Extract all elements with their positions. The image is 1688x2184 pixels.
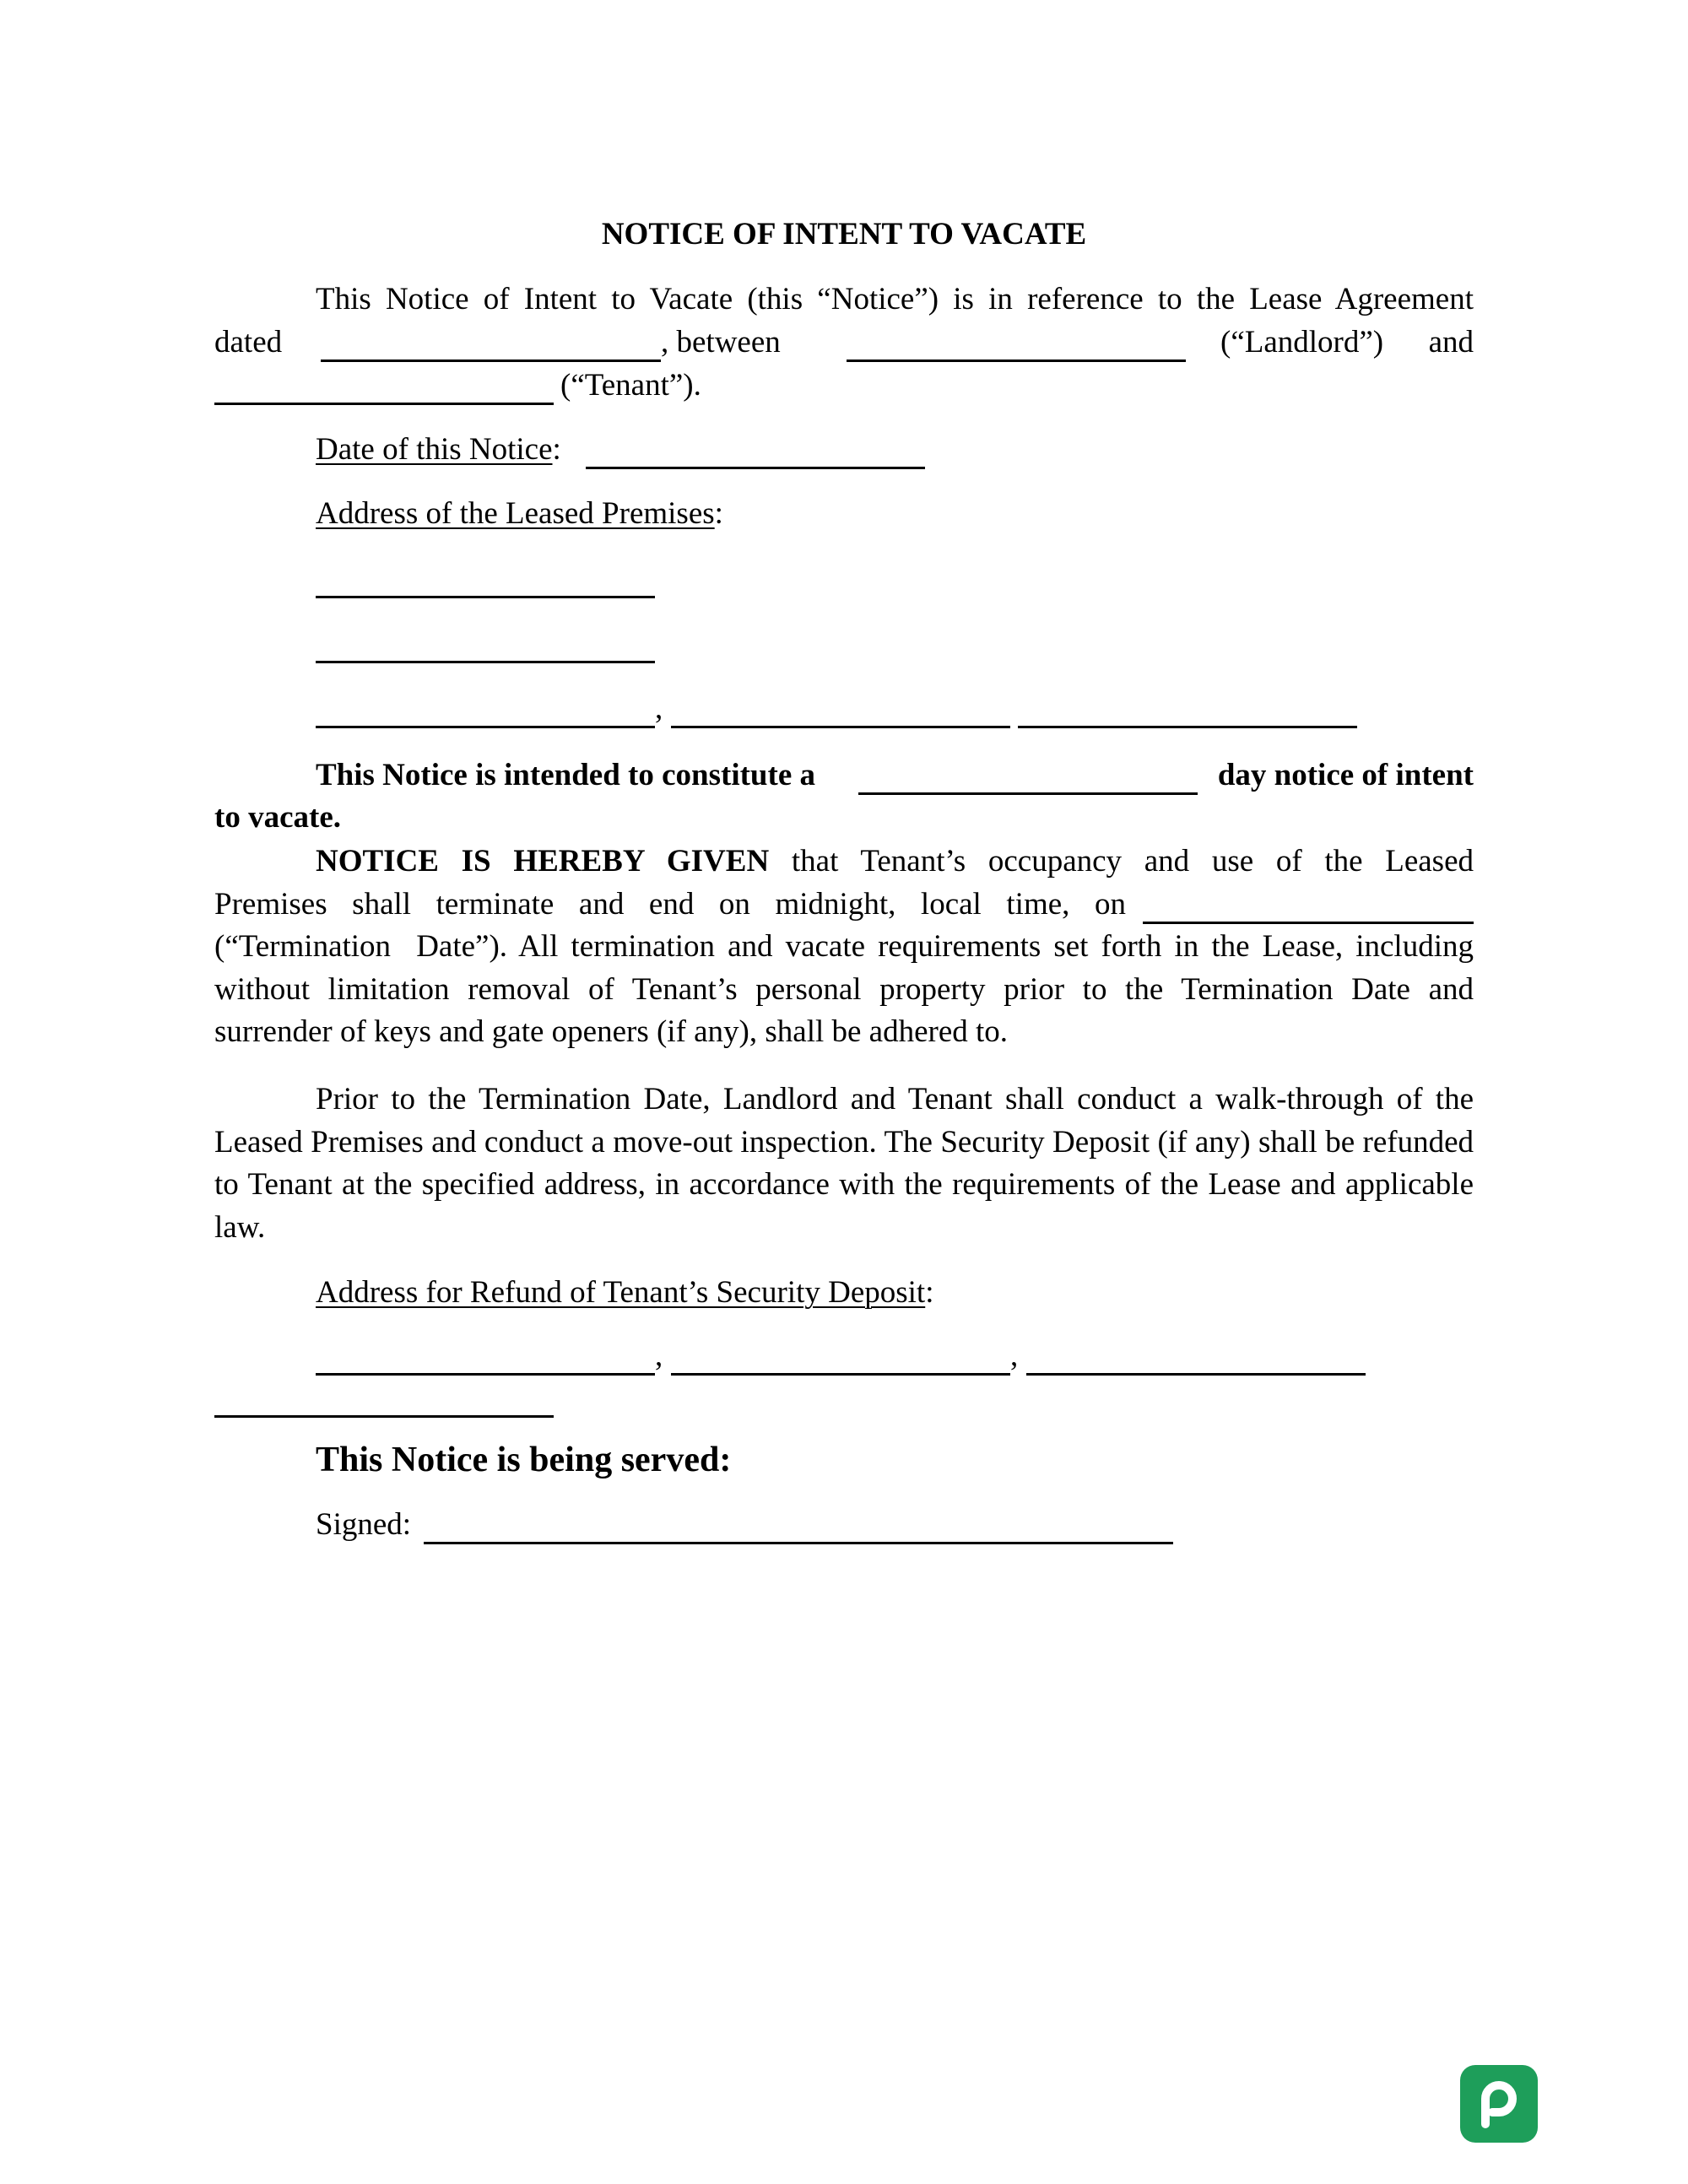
signature-blank[interactable] [424, 1542, 1173, 1544]
premises-state-blank[interactable] [671, 726, 1010, 728]
premises-comma: , [655, 691, 663, 726]
hereby-line-1: NOTICE IS HEREBY GIVEN that Tenant’s occupancy and use of the Leased [316, 844, 1474, 878]
signed-label: Signed: [316, 1507, 412, 1542]
leased-premises-row [316, 493, 723, 535]
intro-dated-word: dated [214, 325, 283, 359]
premises-address-line-1-blank[interactable] [316, 596, 655, 598]
p-logo-glyph [1460, 2065, 1538, 2143]
notice-period-suffix-2: to vacate. [214, 800, 341, 835]
lease-date-blank[interactable] [321, 359, 661, 362]
date-of-notice-blank[interactable] [586, 467, 925, 469]
date-of-notice-label: Date of this Notice [316, 432, 553, 467]
refund-comma-2: , [1010, 1338, 1019, 1373]
refund-address-colon: : [925, 1275, 934, 1310]
intro-tenant-text: (“Tenant”). [560, 368, 701, 403]
date-of-notice-colon: : [552, 432, 561, 467]
leased-premises-label: Address of the Leased Premises [316, 496, 715, 531]
premises-address-line-2-blank[interactable] [316, 661, 655, 663]
leased-premises-colon: : [714, 496, 723, 531]
refund-state-blank[interactable] [1026, 1373, 1366, 1376]
refund-city-blank[interactable] [671, 1373, 1010, 1376]
notice-period-days-blank[interactable] [858, 792, 1198, 795]
hereby-line-2: Premises shall terminate and end on midnight, local time, on [214, 887, 1126, 922]
termination-date-blank[interactable] [1143, 922, 1474, 924]
refund-address-label: Address for Refund of Tenant’s Security Deposit [316, 1275, 926, 1310]
served-heading: This Notice is being served: [316, 1441, 732, 1479]
notice-period-prefix: This Notice is intended to constitute a [316, 758, 815, 792]
date-of-notice-row [316, 429, 561, 471]
intro-landlord-text: (“Landlord”) and [1220, 325, 1474, 359]
intro-between-text: , between [661, 325, 781, 359]
walkthrough-paragraph: Prior to the Termination Date, Landlord and Tenant shall conduct a walk-through of the Leased Premises and conduct a move-out inspection. The Security Deposit (if any) shall be refunded to Tenant at the specified address, in accordance with the requirements of the Lease and applicable law. [214, 1082, 1474, 1245]
tenant-name-blank[interactable] [214, 403, 554, 405]
hereby-rest: (“Termination Date”). All termination and vacate requirements set forth in the Lease, including without limitation removal of Tenant’s personal property prior to the Termination Date and surrender of keys and gate openers (if any), shall be adhered to. [214, 929, 1474, 1049]
intro-line-1-text: This Notice of Intent to Vacate (this “Notice”) is in reference to the Lease Agreement [316, 282, 1474, 316]
premises-city-blank[interactable] [316, 726, 655, 728]
p-logo-icon [1460, 2065, 1538, 2143]
notice-period-suffix-1: day notice of intent [1217, 758, 1474, 792]
refund-comma-1: , [655, 1338, 663, 1373]
refund-address-row [316, 1272, 934, 1314]
refund-street-blank[interactable] [316, 1373, 655, 1376]
hereby-lead: NOTICE IS HEREBY GIVEN [316, 844, 770, 878]
refund-zip-blank[interactable] [214, 1415, 554, 1418]
landlord-name-blank[interactable] [847, 359, 1186, 362]
document-title: NOTICE OF INTENT TO VACATE [601, 217, 1087, 251]
premises-zip-blank[interactable] [1018, 726, 1357, 728]
